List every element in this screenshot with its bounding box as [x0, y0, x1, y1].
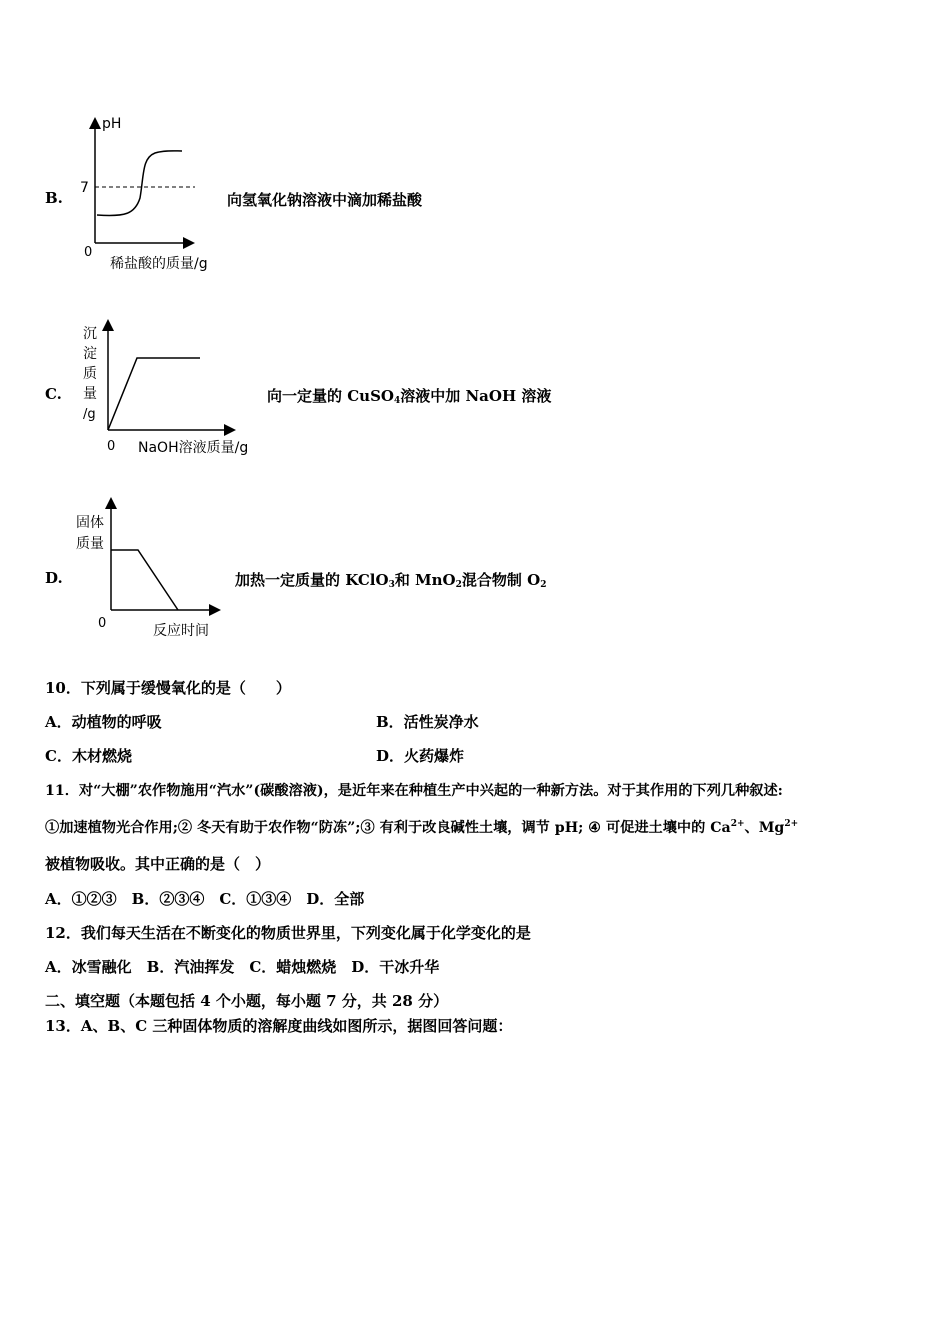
precipitate-line — [108, 358, 200, 430]
q12-options: A．冰雪融化 B．汽油挥发 C．蜡烛燃烧 D．干冰升华 — [45, 958, 440, 976]
precipitate-chart — [75, 312, 275, 462]
y-axis-unit: /g — [83, 407, 96, 422]
option-d-description: 加热一定质量的 KClO$_3$和 MnO$_2$混合物制 $O_2$ — [235, 571, 547, 590]
origin-label: 0 — [98, 616, 107, 631]
x-axis-label: NaOH溶液质量/g — [138, 440, 249, 456]
option-b-description: 向氢氧化钠溶液中滴加稀盐酸 — [227, 191, 423, 209]
q13-stem: 13．A、B、C 三种固体物质的溶解度曲线如图所示，据图回答问题： — [45, 1017, 513, 1035]
y-axis-label-line2: 质量 — [76, 536, 104, 552]
q10-stem: 10．下列属于缓慢氧化的是（ ） — [45, 679, 291, 697]
q11-stem-line1: 11．对“大棚”农作物施用“汽水”(碳酸溶液)，是近年来在种植生产中兴起的一种新方法。对于其作用的下列几种叙述: — [45, 783, 783, 799]
q10-option-c: C．木材燃烧 — [45, 747, 132, 765]
q10-option-a: A．动植物的呼吸 — [45, 713, 162, 731]
option-d-label: D. — [45, 569, 63, 587]
q11-options: A．①②③ B．②③④ C．①③④ D．全部 — [45, 890, 365, 908]
option-b-label: B. — [45, 189, 63, 207]
q12-stem: 12．我们每天生活在不断变化的物质世界里，下列变化属于化学变化的是 — [45, 924, 531, 942]
option-c-description: 向一定量的 CuSO$_4$溶液中加 NaOH 溶液 — [267, 387, 552, 406]
option-c-label: C. — [45, 385, 62, 403]
y-axis-char-3: 质 — [83, 366, 97, 382]
solid-mass-chart — [70, 495, 240, 645]
y-axis-label-line1: 固体 — [76, 515, 104, 531]
x-axis-label: 稀盐酸的质量/g — [110, 256, 208, 272]
q11-stem-line2: ①加速植物光合作用;② 冬天有助于农作物“防冻”;③ 有利于改良碱性土壤，调节 pH; ④ 可促进土壤中的 $Ca^{2+}$、$Mg^{2+}$ — [45, 819, 799, 836]
ph-chart — [70, 110, 240, 275]
origin-label: 0 — [107, 439, 116, 454]
x-axis-label: 反应时间 — [153, 623, 209, 639]
y-axis-char-1: 沉 — [83, 326, 97, 342]
ph7-tick-label: 7 — [80, 180, 89, 196]
q10-option-d: D．火药爆炸 — [376, 747, 465, 765]
y-axis-label: pH — [102, 116, 122, 132]
section-title: 二、填空题（本题包括 4 个小题，每小题 7 分，共 28 分） — [45, 992, 449, 1010]
ph-curve — [97, 151, 182, 216]
q11-stem-line3: 被植物吸收。其中正确的是（ ） — [45, 855, 271, 873]
origin-label: 0 — [84, 245, 93, 260]
q10-option-b: B．活性炭净水 — [376, 713, 479, 731]
y-axis-char-2: 淀 — [83, 346, 97, 362]
solid-mass-line — [111, 550, 178, 610]
y-axis-char-4: 量 — [83, 386, 97, 402]
